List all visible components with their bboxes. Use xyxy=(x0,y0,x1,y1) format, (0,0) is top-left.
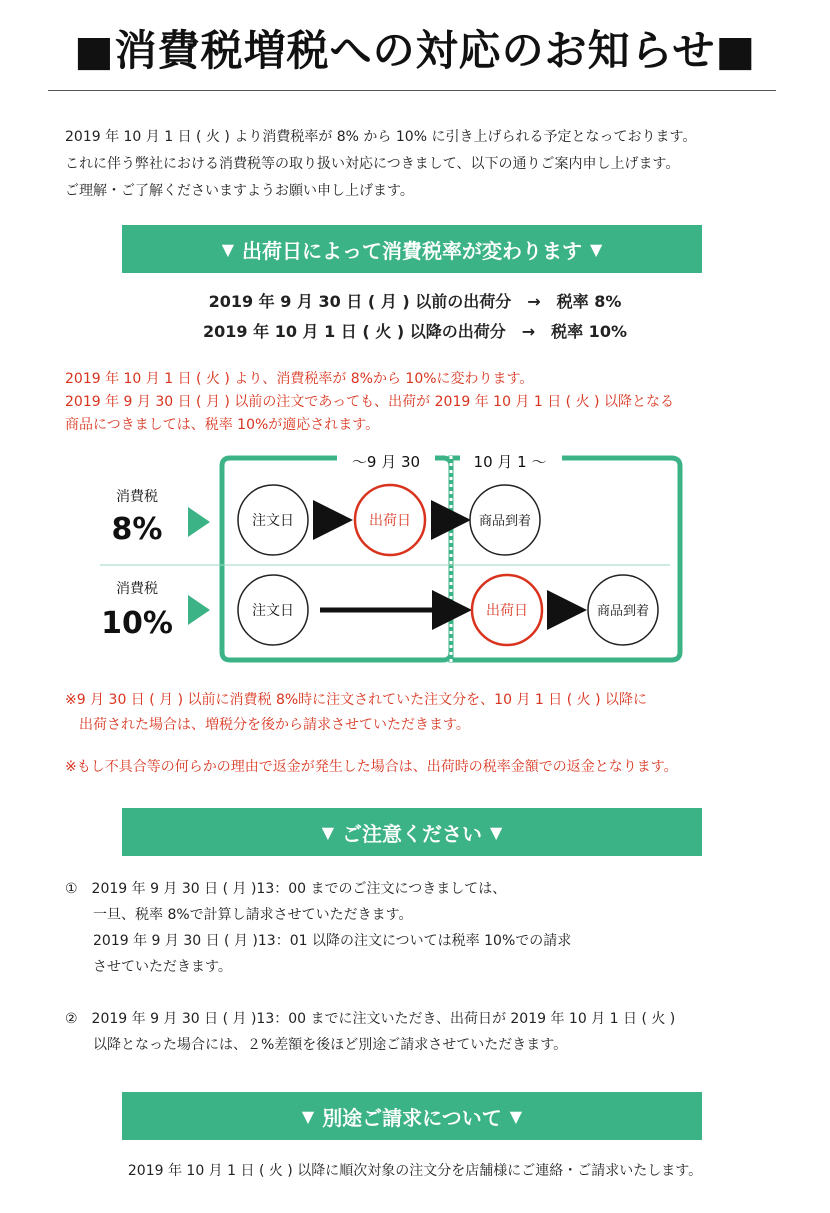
asterisk-note-line: 出荷された場合は、増税分を後から請求させていただきます。 xyxy=(65,717,470,733)
banner-tax-rate-change xyxy=(122,225,702,273)
row1-order-label: 注文日 xyxy=(252,513,294,529)
tax-timeline-diagram xyxy=(0,450,830,670)
red-note xyxy=(65,368,674,437)
triangle-down-icon: ▼ xyxy=(490,822,503,842)
banner-caution xyxy=(122,808,702,856)
notice-line: 一旦、税率 8%で計算し請求させていただきます。 xyxy=(65,907,413,923)
intro-line: これに伴う弊社における消費税等の取り扱い対応につきまして、以下の通りご案内申し上げます。 xyxy=(65,156,680,172)
triangle-down-icon: ▼ xyxy=(301,1106,315,1126)
intro-text xyxy=(65,124,696,205)
notice-line: させていただきます。 xyxy=(65,959,232,975)
row2-arrival-label: 商品到着 xyxy=(596,604,650,619)
red-note-line: 2019 年 10 月 1 日 ( 火 ) より、消費税率が 8%から 10%に変わります。 xyxy=(65,371,534,387)
row1-ship-label: 出荷日 xyxy=(369,513,411,529)
triangle-down-icon: ▼ xyxy=(509,1106,523,1126)
notice-line: ① 2019 年 9 月 30 日 ( 月 )13：00 までのご注文につきましては、 xyxy=(65,881,507,897)
row2-order-label: 注文日 xyxy=(252,603,294,619)
row1-tax-label: 消費税 xyxy=(116,489,158,505)
triangle-down-icon: ▼ xyxy=(590,239,603,259)
row2-tax-label: 消費税 xyxy=(116,581,158,597)
rate-line-10: 2019 年 10 月 1 日 ( 火 ) 以降の出荷分 → 税率 10% xyxy=(203,322,627,341)
red-note-line: 商品につきましては、税率 10%が適応されます。 xyxy=(65,417,380,433)
row1-tax-rate: 8% xyxy=(111,512,163,547)
notice-line: 2019 年 9 月 30 日 ( 月 )13：01 以降の注文については税率 10%での請求 xyxy=(65,933,572,949)
row2-pointer-icon xyxy=(188,595,210,625)
notice-line: ② 2019 年 9 月 30 日 ( 月 )13：00 までに注文いただき、出荷日が 2019 年 10 月 1 日 ( 火 ) xyxy=(65,1011,676,1027)
notice-1 xyxy=(65,876,571,980)
footer-note: 2019 年 10 月 1 日 ( 火 ) 以降に順次対象の注文分を店舗様にご連絡・ご請求いたします。 xyxy=(127,1163,703,1179)
notice-2 xyxy=(65,1006,675,1058)
row2-tax-rate: 10% xyxy=(101,606,173,641)
notice-line: 以降となった場合には、２%差額を後ほど別途ご請求させていただきます。 xyxy=(65,1037,568,1053)
period-after-label: 10 月 1 ～ xyxy=(473,453,547,471)
row1-pointer-icon xyxy=(188,507,210,537)
period-before-label: ～9 月 30 xyxy=(351,453,421,471)
rate-line-8: 2019 年 9 月 30 日 ( 月 ) 以前の出荷分 → 税率 8% xyxy=(208,292,622,311)
triangle-down-icon: ▼ xyxy=(321,822,334,842)
banner-separate-billing xyxy=(122,1092,702,1140)
banner-label: 別途ご請求について xyxy=(322,1105,502,1130)
page-title: ■消費税増税への対応のお知らせ■ xyxy=(73,26,757,75)
triangle-down-icon: ▼ xyxy=(221,239,234,259)
asterisk-note-line: ※もし不具合等の何らかの理由で返金が発生した場合は、出荷時の税率金額での返金となります。 xyxy=(65,759,678,775)
banner-label: 出荷日によって消費税率が変わります xyxy=(242,238,582,263)
red-note-line: 2019 年 9 月 30 日 ( 月 ) 以前の注文であっても、出荷が 2019 年 10 月 1 日 ( 火 ) 以降となる xyxy=(65,394,674,410)
title-divider xyxy=(48,90,776,91)
intro-line: 2019 年 10 月 1 日 ( 火 ) より消費税率が 8% から 10% に引き上げられる予定となっております。 xyxy=(65,129,697,145)
intro-line: ご理解・ご了解くださいますようお願い申し上げます。 xyxy=(65,183,414,199)
row2-ship-label: 出荷日 xyxy=(486,603,528,619)
rate-summary xyxy=(0,287,830,347)
asterisk-notes xyxy=(65,688,678,780)
banner-label: ご注意ください xyxy=(342,821,482,846)
row1-arrival-label: 商品到着 xyxy=(478,514,532,529)
asterisk-note-line: ※9 月 30 日 ( 月 ) 以前に消費税 8%時に注文されていた注文分を、10 月 1 日 ( 火 ) 以降に xyxy=(65,692,647,708)
